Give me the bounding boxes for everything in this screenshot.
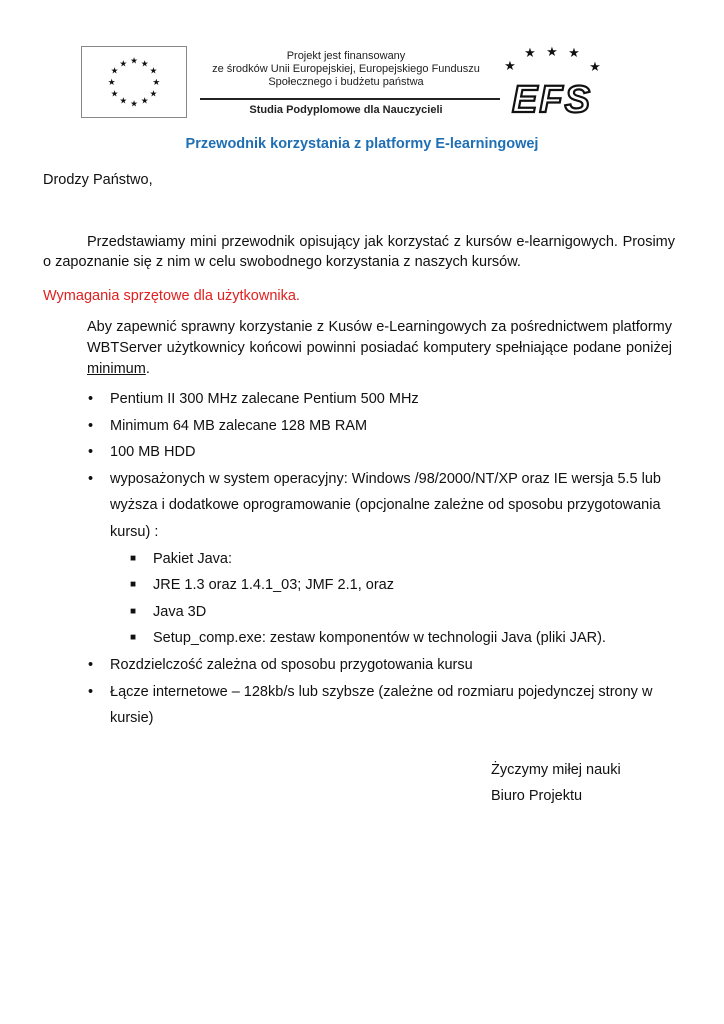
list-item-text: Pentium II 300 MHz zalecane Pentium 500 MHz (110, 391, 419, 407)
sublist-item-text: Setup_comp.exe: zestaw komponentów w technologii Java (pliki JAR). (153, 630, 606, 647)
requirements-text: Aby zapewnić sprawny korzystanie z Kusów e-Learningowych za pośrednictwem platformy WBTServer użytkownicy końcowi powinni posiadać komputery spełniające podane poniżej (87, 319, 672, 356)
list-item (88, 386, 680, 413)
bullet-icon: • (88, 656, 94, 673)
requirements-list (88, 386, 680, 732)
square-bullet-icon: ■ (130, 632, 137, 644)
svg-text:★: ★ (107, 77, 116, 88)
square-bullet-icon: ■ (130, 552, 137, 564)
list-item-text: wyposażonych w system operacyjny: Windows /98/2000/NT/XP oraz IE wersja 5.5 lub wyższa i dodatkowe oprogramowanie (opcjonalne zależne od sposobu przygotowania kursu) : (110, 470, 661, 540)
software-sublist (110, 546, 680, 652)
square-bullet-icon: ■ (130, 579, 137, 591)
svg-text:★: ★ (524, 46, 536, 61)
svg-text:★: ★ (110, 66, 119, 77)
requirements-minimum: minimum (87, 361, 146, 377)
sublist-item (110, 546, 680, 573)
sublist-item (110, 599, 680, 626)
bullet-icon: • (88, 417, 94, 434)
svg-text:★: ★ (546, 45, 558, 60)
funding-line: Projekt jest finansowany (286, 50, 406, 62)
funding-line: Społecznego i budżetu państwa (268, 76, 424, 88)
eu-flag-icon (81, 46, 187, 118)
svg-text:★: ★ (119, 59, 128, 70)
list-item-text: Łącze internetowe – 128kb/s lub szybsze (zależne od rozmiaru pojedynczej strony w kursie) (110, 683, 653, 727)
funding-line: ze środków Unii Europejskiej, Europejskiego Funduszu (212, 63, 480, 75)
svg-text:★: ★ (130, 99, 138, 110)
requirements-period: . (145, 361, 150, 377)
list-item (88, 439, 680, 466)
requirements-paragraph (87, 317, 672, 380)
svg-text:★: ★ (504, 59, 516, 74)
list-item (88, 652, 680, 679)
list-item (88, 679, 680, 732)
sublist-item (110, 625, 680, 652)
intro-paragraph (43, 232, 675, 272)
list-item-text: Minimum 64 MB zalecane 128 MB RAM (110, 417, 368, 434)
document-header (0, 0, 724, 125)
bullet-icon: • (88, 444, 94, 461)
list-item-text: 100 MB HDD (110, 444, 196, 461)
svg-text:★: ★ (149, 66, 158, 77)
list-item (88, 413, 680, 440)
program-name: Studia Podyplomowe dla Nauczycieli (249, 104, 443, 116)
svg-text:★: ★ (119, 96, 128, 107)
bullet-icon: • (88, 470, 94, 487)
header-divider (200, 98, 500, 100)
svg-text:★: ★ (568, 46, 580, 61)
funding-note (200, 50, 492, 89)
signature: Biuro Projektu (491, 788, 583, 804)
sublist-item-text: JRE 1.3 oraz 1.4.1_03; JMF 2.1, oraz (153, 577, 394, 594)
sublist-item-text: Java 3D (153, 603, 207, 620)
sublist-item-text: Pakiet Java: (153, 550, 232, 567)
svg-text:★: ★ (149, 89, 158, 100)
svg-text:★: ★ (110, 89, 119, 100)
efs-logo-icon (496, 44, 608, 120)
bullet-icon: • (88, 391, 94, 407)
svg-text:★: ★ (589, 60, 601, 75)
bullet-icon: • (88, 683, 94, 700)
svg-text:★: ★ (140, 96, 149, 107)
closing-line: Życzymy miłej nauki (491, 762, 621, 778)
svg-text:★: ★ (152, 77, 161, 88)
list-item (88, 466, 680, 546)
sublist-item (110, 572, 680, 599)
requirements-heading: Wymagania sprzętowe dla użytkownika. (43, 288, 300, 304)
svg-text:★: ★ (130, 56, 138, 67)
document-title: Przewodnik korzystania z platformy E-learningowej (185, 136, 539, 152)
greeting: Drodzy Państwo, (43, 172, 153, 188)
intro-text: Przedstawiamy mini przewodnik opisujący jak korzystać z kursów e-learnigowych. Prosimy o zapoznanie się z nim w celu swobodnego korzystania z naszych kursów. (43, 234, 675, 270)
svg-text:★: ★ (140, 59, 149, 70)
list-item-text: Rozdzielczość zależna od sposobu przygotowania kursu (110, 656, 473, 673)
square-bullet-icon: ■ (130, 605, 137, 617)
efs-logo-text: EFS (512, 79, 592, 120)
